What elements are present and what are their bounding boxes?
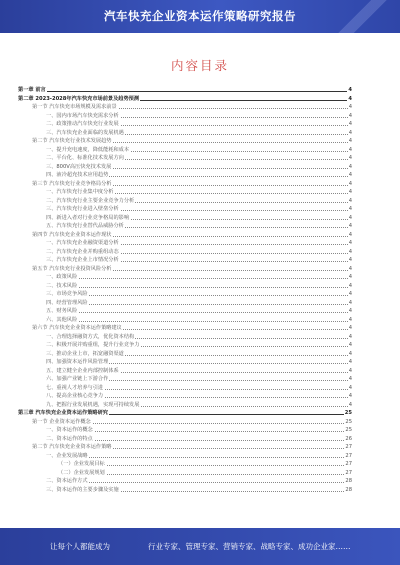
- page-header: [0, 0, 400, 33]
- toc-entry[interactable]: [18, 86, 352, 95]
- toc-entry-page: 4: [348, 95, 352, 102]
- toc-entry-page: 4: [348, 172, 352, 178]
- toc-entry-page: 4: [348, 87, 352, 93]
- toc-entry[interactable]: [18, 375, 352, 384]
- toc-entry-page: 4: [348, 104, 352, 110]
- toc-entry[interactable]: [18, 248, 352, 257]
- toc-entry-text: 二、资本运作的特点: [18, 436, 94, 442]
- toc-entry-text: 第一节 汽车快充市场规模及需求前景: [18, 104, 118, 110]
- toc-entry-page: 4: [348, 342, 352, 348]
- toc-entry-text: 三、推动企业上市，拓宽融资渠道: [18, 351, 125, 357]
- toc-entry-text: 三、汽车快充企业上市情况分析: [18, 257, 120, 263]
- toc-entry[interactable]: [18, 435, 352, 444]
- toc-entry-page: 4: [348, 359, 352, 365]
- toc-entry-text: 三、市场竞争风险: [18, 291, 89, 297]
- toc-entry-page: 4: [348, 248, 352, 255]
- toc-entry[interactable]: [18, 384, 352, 393]
- toc-entry-text: 二、平台化、标准化技术发展方向: [18, 155, 125, 161]
- toc-entry[interactable]: [18, 129, 352, 138]
- toc-entry-page: 4: [348, 189, 352, 195]
- toc-entry[interactable]: [18, 273, 352, 282]
- toc-entry[interactable]: [18, 154, 352, 163]
- toc-entry-page: 27: [345, 452, 352, 459]
- toc-entry-page: 4: [348, 197, 352, 204]
- toc-entry-page: 4: [348, 129, 352, 136]
- toc-entry-page: 4: [348, 274, 352, 280]
- toc-entry-text: 第二节 汽车快充企业资本运作策略: [18, 444, 112, 450]
- toc-entry[interactable]: [18, 350, 352, 359]
- toc-entry-text: 一、企业发展战略: [18, 453, 89, 459]
- toc-entry-page: 4: [348, 214, 352, 221]
- toc-entry-text: 第二章 2023-2028年汽车快充市场前景及趋势预测: [18, 95, 140, 102]
- toc-entry-text: 五、财务风险: [18, 308, 78, 314]
- header-accent-decoration: [330, 0, 400, 33]
- toc-entry-page: 4: [348, 401, 352, 408]
- toc-entry-text: 二、积极开展并购重组，提升行业竞争力: [18, 342, 140, 348]
- toc-entry[interactable]: [18, 231, 352, 240]
- toc-entry-page: 4: [348, 282, 352, 289]
- toc-entry-text: 四、加强资本运作风险管理: [18, 359, 109, 365]
- toc-entry-text: 一、汽车快充企业融资渠道分析: [18, 240, 120, 246]
- toc-entry-page: 27: [345, 469, 352, 476]
- toc-entry-page: 4: [348, 265, 352, 272]
- toc-entry[interactable]: [18, 418, 352, 427]
- toc-entry-text: 九、把握行业发展机遇，实现可持续发展: [18, 402, 140, 408]
- toc-entry-page: 4: [348, 291, 352, 297]
- toc-entry-page: 4: [348, 316, 352, 323]
- toc-entry[interactable]: [18, 256, 352, 265]
- toc-entry[interactable]: [18, 214, 352, 223]
- toc-entry-page: 4: [348, 155, 352, 161]
- toc-entry-text: 八、提高企业核心竞争力: [18, 393, 104, 399]
- toc-entry-page: 4: [348, 231, 352, 238]
- toc-entry-page: 27: [345, 444, 352, 450]
- toc-entry-page: 25: [345, 418, 352, 425]
- toc-entry-text: 二、技术风险: [18, 283, 78, 289]
- toc-entry[interactable]: [18, 197, 352, 206]
- toc-entry[interactable]: [18, 163, 352, 172]
- toc-entry-text: 一、国内市场汽车快充需求分析: [18, 113, 120, 119]
- toc-entry[interactable]: [18, 290, 352, 299]
- toc-entry[interactable]: [18, 222, 352, 231]
- toc-entry-page: 4: [348, 376, 352, 382]
- toc-entry[interactable]: [18, 367, 352, 376]
- toc-entry[interactable]: [18, 341, 352, 350]
- toc-entry-page: 26: [345, 435, 352, 442]
- toc-entry-text: 第三章 汽车快充企业资本运作策略研究: [18, 410, 108, 416]
- toc-entry-text: 第一节 企业资本运作概念: [18, 419, 92, 425]
- header-title: 汽车快充企业资本运作策略研究报告: [104, 9, 296, 23]
- toc-entry[interactable]: [18, 299, 352, 308]
- toc-entry-page: 28: [345, 486, 352, 493]
- toc-entry-page: 4: [348, 240, 352, 246]
- toc-entry[interactable]: [18, 112, 352, 121]
- toc-entry-page: 4: [348, 180, 352, 187]
- toc-entry-page: 4: [348, 223, 352, 229]
- toc-entry-page: 4: [348, 333, 352, 340]
- toc-entry[interactable]: [18, 409, 352, 418]
- toc-entry-text: 第六节 汽车快充企业资本运作策略建议: [18, 325, 123, 331]
- toc-entry[interactable]: [18, 486, 352, 495]
- toc-entry-text: （二）企业发展规划: [18, 470, 106, 476]
- toc-entry[interactable]: [18, 307, 352, 316]
- toc-entry-page: 4: [348, 206, 352, 212]
- toc-entry[interactable]: [18, 469, 352, 478]
- toc-entry-text: 一、资本运作的概念: [18, 427, 94, 433]
- toc-entry[interactable]: [18, 443, 352, 452]
- toc-entry-text: （一）企业发展目标: [18, 461, 106, 467]
- toc-entry-text: 一、提升充电速度，降低能耗和成本: [18, 147, 130, 153]
- toc-entry-page: 27: [345, 461, 352, 467]
- toc-entry-text: 五、汽车快充行业替代品威胁分析: [18, 223, 125, 229]
- toc-title: 内容目录: [170, 58, 229, 73]
- toc-entry[interactable]: [18, 333, 352, 342]
- toc-entry-text: 四、液冷超充技术应用趋势: [18, 172, 109, 178]
- toc-entry-text: 一、汽车快充行业集中度分析: [18, 189, 114, 195]
- toc-entry[interactable]: [18, 188, 352, 197]
- toc-entry[interactable]: [18, 239, 352, 248]
- toc-entry-page: 28: [345, 478, 352, 484]
- toc-entry-text: 第三节 汽车快充行业竞争格局分析: [18, 181, 112, 187]
- toc-entry[interactable]: [18, 477, 352, 486]
- toc-entry-page: 4: [348, 350, 352, 357]
- toc-entry[interactable]: [18, 401, 352, 410]
- toc-entry-page: 4: [348, 112, 352, 119]
- toc-entry-page: 4: [348, 138, 352, 144]
- toc-entry[interactable]: [18, 120, 352, 129]
- table-of-contents: [18, 86, 352, 494]
- toc-entry[interactable]: [18, 452, 352, 461]
- toc-entry-text: 四、经营管理风险: [18, 300, 89, 306]
- toc-entry[interactable]: [18, 146, 352, 155]
- toc-entry[interactable]: [18, 95, 352, 104]
- toc-entry-page: 4: [348, 121, 352, 127]
- toc-entry-text: 二、汽车快充行业主要企业竞争力分析: [18, 198, 135, 204]
- toc-entry-page: 4: [348, 146, 352, 153]
- toc-entry[interactable]: [18, 316, 352, 325]
- toc-entry[interactable]: [18, 137, 352, 146]
- toc-entry-page: 4: [348, 163, 352, 170]
- toc-entry[interactable]: [18, 460, 352, 469]
- page-footer: [0, 528, 400, 565]
- toc-entry-text: 三、资本运作的主要步骤及实施: [18, 487, 120, 493]
- toc-entry-page: 25: [345, 427, 352, 433]
- toc-entry-text: 二、汽车快充企业并购重组动态: [18, 249, 120, 255]
- toc-entry-text: 二、政策推动汽车快充行业发展: [18, 121, 120, 127]
- footer-roles: 行业专家、管理专家、营销专家、战略专家、成功企业家……: [148, 542, 351, 551]
- toc-entry-text: 三、汽车快充行业进入壁垒分析: [18, 206, 120, 212]
- toc-entry-text: 第四节 汽车快充企业资本运作现状: [18, 232, 112, 238]
- toc-entry[interactable]: [18, 324, 352, 333]
- toc-entry-text: 五、建立健全企业内部控制体系: [18, 368, 120, 374]
- toc-entry[interactable]: [18, 358, 352, 367]
- toc-entry-text: 二、资本运作方式: [18, 478, 89, 484]
- toc-entry-text: 一、合理选择融资方式，优化资本结构: [18, 334, 135, 340]
- toc-entry[interactable]: [18, 171, 352, 180]
- toc-entry[interactable]: [18, 282, 352, 291]
- toc-entry-page: 4: [348, 384, 352, 391]
- toc-entry-text: 第五节 汽车快充行业投资风险分析: [18, 266, 112, 272]
- toc-entry-text: 六、加强产业链上下游合作: [18, 376, 109, 382]
- toc-entry-text: 三、800V高压快充技术发展: [18, 164, 112, 170]
- toc-entry-text: 第一章 前言: [18, 87, 46, 93]
- toc-entry[interactable]: [18, 426, 352, 435]
- toc-entry[interactable]: [18, 103, 352, 112]
- footer-slogan: 让每个人都能成为: [50, 542, 110, 551]
- toc-entry-page: 4: [348, 308, 352, 314]
- toc-entry-text: 六、其他风险: [18, 317, 78, 323]
- toc-entry-page: 4: [348, 257, 352, 263]
- toc-entry-text: 四、新进入者对行业竞争格局的影响: [18, 215, 130, 221]
- toc-entry-text: 三、汽车快充企业面临的发展机遇: [18, 130, 125, 136]
- toc-entry-page: 4: [348, 299, 352, 306]
- toc-entry-text: 七、重视人才培养与引进: [18, 385, 104, 391]
- toc-entry-page: 4: [348, 325, 352, 331]
- toc-entry[interactable]: [18, 265, 352, 274]
- toc-entry-page: 4: [348, 367, 352, 374]
- toc-entry[interactable]: [18, 392, 352, 401]
- toc-entry-text: 一、政策风险: [18, 274, 78, 280]
- toc-entry[interactable]: [18, 180, 352, 189]
- toc-entry[interactable]: [18, 205, 352, 214]
- toc-entry-page: 4: [348, 393, 352, 399]
- toc-entry-text: 第二节 汽车快充行业技术发展趋势: [18, 138, 112, 144]
- toc-entry-page: 25: [344, 410, 352, 416]
